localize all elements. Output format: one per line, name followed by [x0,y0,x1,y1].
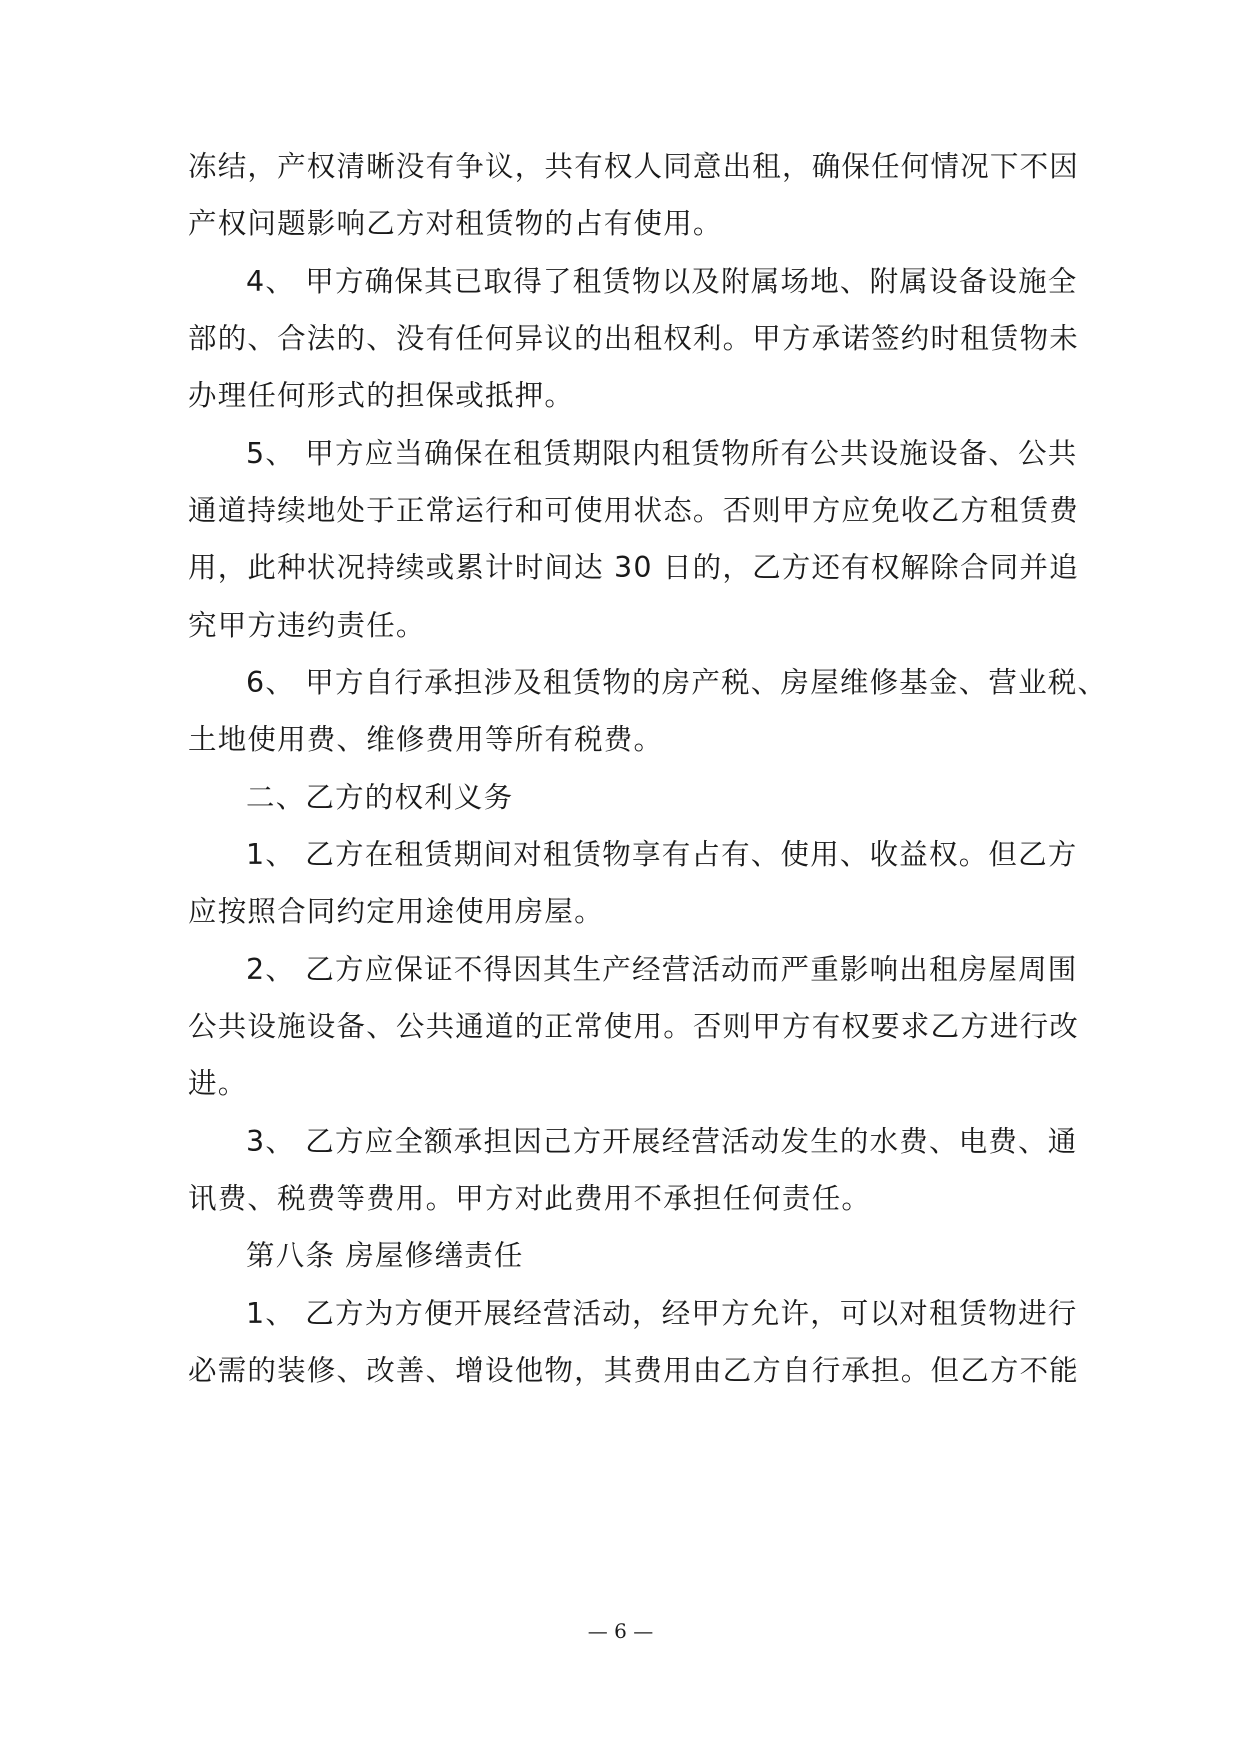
list-item-line: 6、 甲方自行承担涉及租赁物的房产税、房屋维修基金、营业税、 [246,666,1108,699]
text-line: 公共设施设备、公共通道的正常使用。否则甲方有权要求乙方进行改 [188,1010,1080,1043]
text-line: 应按照合同约定用途使用房屋。 [188,895,604,928]
text-line: 办理任何形式的担保或抵押。 [188,379,575,412]
list-item-line: 1、 乙方在租赁期间对租赁物享有占有、使用、收益权。但乙方 [246,838,1078,871]
list-item-line: 4、 甲方确保其已取得了租赁物以及附属场地、附属设备设施全 [246,265,1078,298]
text-line: 通道持续地处于正常运行和可使用状态。否则甲方应免收乙方租赁费 [188,494,1080,527]
text-line: 用，此种状况持续或累计时间达 30 日的，乙方还有权解除合同并追 [188,551,1079,584]
text-line: 土地使用费、维修费用等所有税费。 [188,723,664,756]
list-item-line: 3、 乙方应全额承担因己方开展经营活动发生的水费、电费、通 [246,1125,1078,1158]
text-line: 究甲方违约责任。 [188,609,426,642]
text-line: 讯费、税费等费用。甲方对此费用不承担任何责任。 [188,1182,872,1215]
text-line: 必需的装修、改善、增设他物，其费用由乙方自行承担。但乙方不能 [188,1354,1080,1387]
article-heading: 第八条 房屋修缮责任 [246,1239,524,1272]
list-item-line: 5、 甲方应当确保在租赁期限内租赁物所有公共设施设备、公共 [246,437,1078,470]
list-item-line: 1、 乙方为方便开展经营活动，经甲方允许，可以对租赁物进行 [246,1297,1078,1330]
text-line: 产权问题影响乙方对租赁物的占有使用。 [188,207,723,240]
text-line: 部的、合法的、没有任何异议的出租权利。甲方承诺签约时租赁物未 [188,322,1080,355]
text-line: 冻结，产权清晰没有争议，共有权人同意出租，确保任何情况下不因 [188,150,1080,183]
text-line: 进。 [188,1067,248,1100]
section-heading: 二、乙方的权利义务 [246,781,514,814]
page-number: — 6 — [587,1619,654,1643]
list-item-line: 2、 乙方应保证不得因其生产经营活动而严重影响出租房屋周围 [246,953,1078,986]
